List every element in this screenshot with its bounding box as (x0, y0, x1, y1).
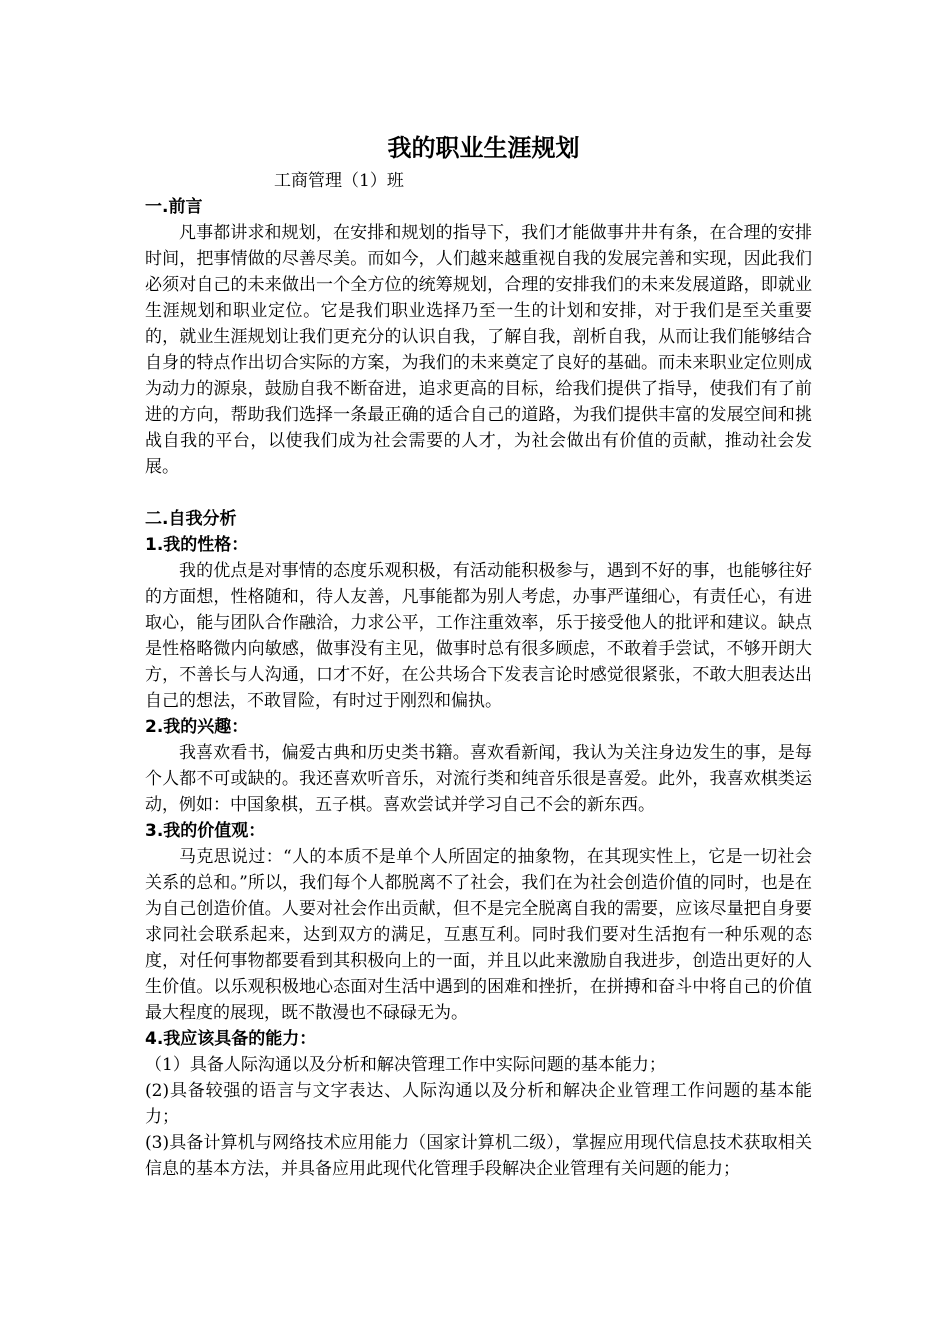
section-spacer (145, 480, 812, 506)
document-title: 我的职业生涯规划 (387, 134, 580, 162)
class-name: 工商管理（1）班 (274, 171, 404, 191)
subheading-values: 3.我的价值观： (145, 821, 266, 841)
preface-paragraph: 凡事都讲求和规划，在安排和规划的指导下，我们才能做事井井有条，在合理的安排时间，把事情做的尽善尽美。而如今，人们越来越重视自我的发展完善和实现，因此我们必须对自己的未来做出一个全方位的统筹规划，合理的安排我们的未来发展道路，即就业生涯规划和职业定位。它是我们职业选择乃至一生的计划和安排，对于我们是至关重要的，就业生涯规划让我们更充分的认识自我，了解自我，剖析自我，从而让我们能够结合自身的特点作出切合实际的方案，为我们的未来奠定了良好的基础。而未来职业定位则成为动力的源泉，鼓励自我不断奋进，追求更高的目标，给我们提供了指导，使我们有了前进的方向，帮助我们选择一条最正确的适合自己的道路，为我们提供丰富的发展空间和挑战自我的平台，以使我们成为社会需要的人才，为社会做出有价值的贡献，推动社会发展。 (145, 223, 812, 477)
personality-paragraph: 我的优点是对事情的态度乐观积极，有活动能积极参与，遇到不好的事，也能够往好的方面想，性格随和，待人友善，凡事能都为别人考虑，办事严谨细心，有责任心，有进取心，能与团队合作融洽，力求公平，工作注重效率，乐于接受他人的批评和建议。缺点是性格略微内向敏感，做事没有主见，做事时总有很多顾虑，不敢着手尝试，不够开朗大方，不善长与人沟通，口才不好，在公共场合下发表言论时感觉很紧张，不敢大胆表达出自己的想法，不敢冒险，有时过于刚烈和偏执。 (145, 561, 812, 711)
document-page (145, 128, 812, 1182)
section-heading-preface: 一.前言 (145, 197, 203, 217)
section-heading-self-analysis: 二.自我分析 (145, 509, 237, 529)
ability-item: （1）具备人际沟通以及分析和解决管理工作中实际问题的基本能力； (145, 1055, 666, 1075)
subheading-abilities: 4.我应该具备的能力： (145, 1029, 317, 1049)
ability-item: (2)具备较强的语言与文字表达、人际沟通以及分析和解决企业管理工作问题的基本能力； (145, 1081, 812, 1127)
interests-paragraph: 我喜欢看书，偏爱古典和历史类书籍。喜欢看新闻，我认为关注身边发生的事，是每个人都不可或缺的。我还喜欢听音乐，对流行类和纯音乐很是喜爱。此外，我喜欢棋类运动，例如：中国象棋，五子棋。喜欢尝试并学习自己不会的新东西。 (145, 743, 812, 815)
ability-item: (3)具备计算机与网络技术应用能力（国家计算机二级），掌握应用现代信息技术获取相关信息的基本方法，并具备应用此现代化管理手段解决企业管理有关问题的能力； (145, 1133, 812, 1179)
subheading-interests: 2.我的兴趣： (145, 717, 249, 737)
subheading-personality: 1.我的性格： (145, 535, 249, 555)
values-paragraph: 马克思说过：“人的本质不是单个人所固定的抽象物，在其现实性上，它是一切社会关系的总和。”所以，我们每个人都脱离不了社会，我们在为社会创造价值的同时，也是在为自己创造价值。人要对社会作出贡献，但不是完全脱离自我的需要，应该尽量把自身要求同社会联系起来，达到双方的满足，互惠互利。同时我们要对生活抱有一种乐观的态度，对任何事物都要看到其积极向上的一面，并且以此来激励自我进步，创造出更好的人生价值。以乐观积极地心态面对生活中遇到的困难和挫折，在拼搏和奋斗中将自己的价值最大程度的展现，既不散漫也不碌碌无为。 (145, 847, 812, 1023)
